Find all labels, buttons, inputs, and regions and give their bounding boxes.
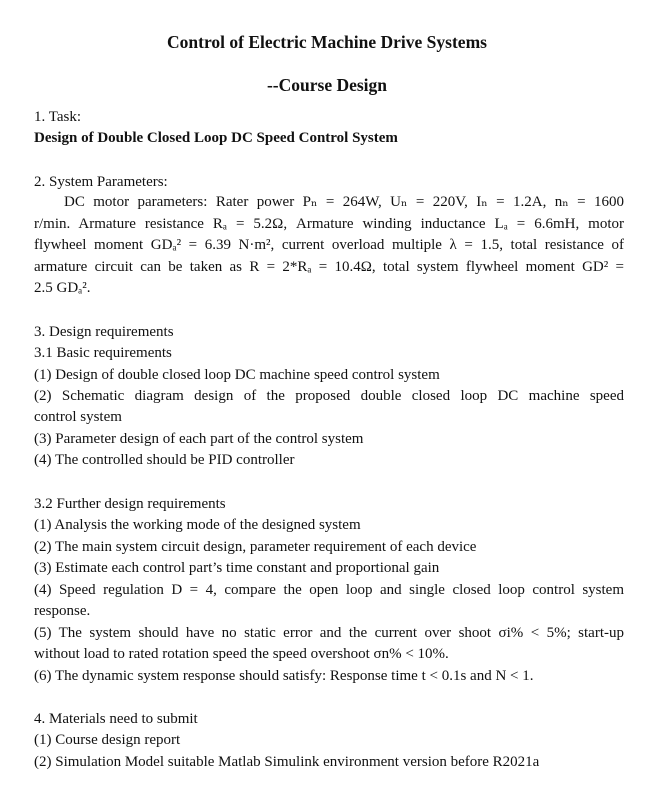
further-req-5-line-2: without load to rated rotation speed the speed overshoot σn% < 10%.: [34, 646, 449, 662]
document-subtitle: --Course Design: [266, 75, 388, 95]
basic-req-1: (1) Design of double closed loop DC machine speed control system: [34, 367, 440, 383]
further-req-4-line-2: response.: [34, 603, 91, 619]
basic-req-2-line-2: control system: [34, 409, 122, 425]
document-title: Control of Electric Machine Drive Systems: [167, 32, 487, 52]
further-req-1: (1) Analysis the working mode of the designed system: [34, 517, 361, 533]
params-line-4: armature circuit can be taken as R = 2*Rₐ = 10.4Ω, total system flywheel moment GD² =: [34, 259, 624, 275]
basic-req-2-line-1: (2) Schematic diagram design of the proposed double closed loop DC machine speed: [34, 388, 624, 404]
materials-1: (1) Course design report: [34, 732, 181, 748]
materials-2: (2) Simulation Model suitable Matlab Simulink environment version before R2021a: [34, 754, 540, 770]
params-line-3: flywheel moment GDₐ² = 6.39 N·m², current overload multiple λ = 1.5, total resistance of: [34, 237, 624, 253]
params-line-2: r/min. Armature resistance Rₐ = 5.2Ω, Armature winding inductance Lₐ = 6.6mH, motor: [34, 216, 624, 232]
further-requirements-heading: 3.2 Further design requirements: [34, 496, 226, 512]
basic-req-4: (4) The controlled should be PID controller: [34, 452, 295, 468]
basic-req-3: (3) Parameter design of each part of the control system: [34, 431, 364, 447]
further-req-4-line-1: (4) Speed regulation D = 4, compare the open loop and single closed loop control system: [34, 582, 624, 598]
task-title: Design of Double Closed Loop DC Speed Control System: [34, 130, 398, 146]
further-req-6: (6) The dynamic system response should satisfy: Response time t < 0.1s and N < 1.: [34, 668, 534, 684]
further-req-3: (3) Estimate each control part’s time constant and proportional gain: [34, 560, 440, 576]
further-req-5-line-1: (5) The system should have no static error and the current over shoot σi% < 5%; start-up: [34, 625, 624, 641]
task-heading: 1. Task:: [34, 109, 82, 125]
materials-heading: 4. Materials need to submit: [34, 711, 198, 727]
basic-requirements-heading: 3.1 Basic requirements: [34, 345, 172, 361]
params-heading: 2. System Parameters:: [34, 174, 168, 190]
params-line-1: DC motor parameters: Rater power Pₙ = 264W, Uₙ = 220V, Iₙ = 1.2A, nₙ = 1600: [64, 194, 624, 210]
params-line-5: 2.5 GDₐ².: [34, 280, 91, 296]
further-req-2: (2) The main system circuit design, parameter requirement of each device: [34, 539, 477, 555]
requirements-heading: 3. Design requirements: [34, 324, 174, 340]
